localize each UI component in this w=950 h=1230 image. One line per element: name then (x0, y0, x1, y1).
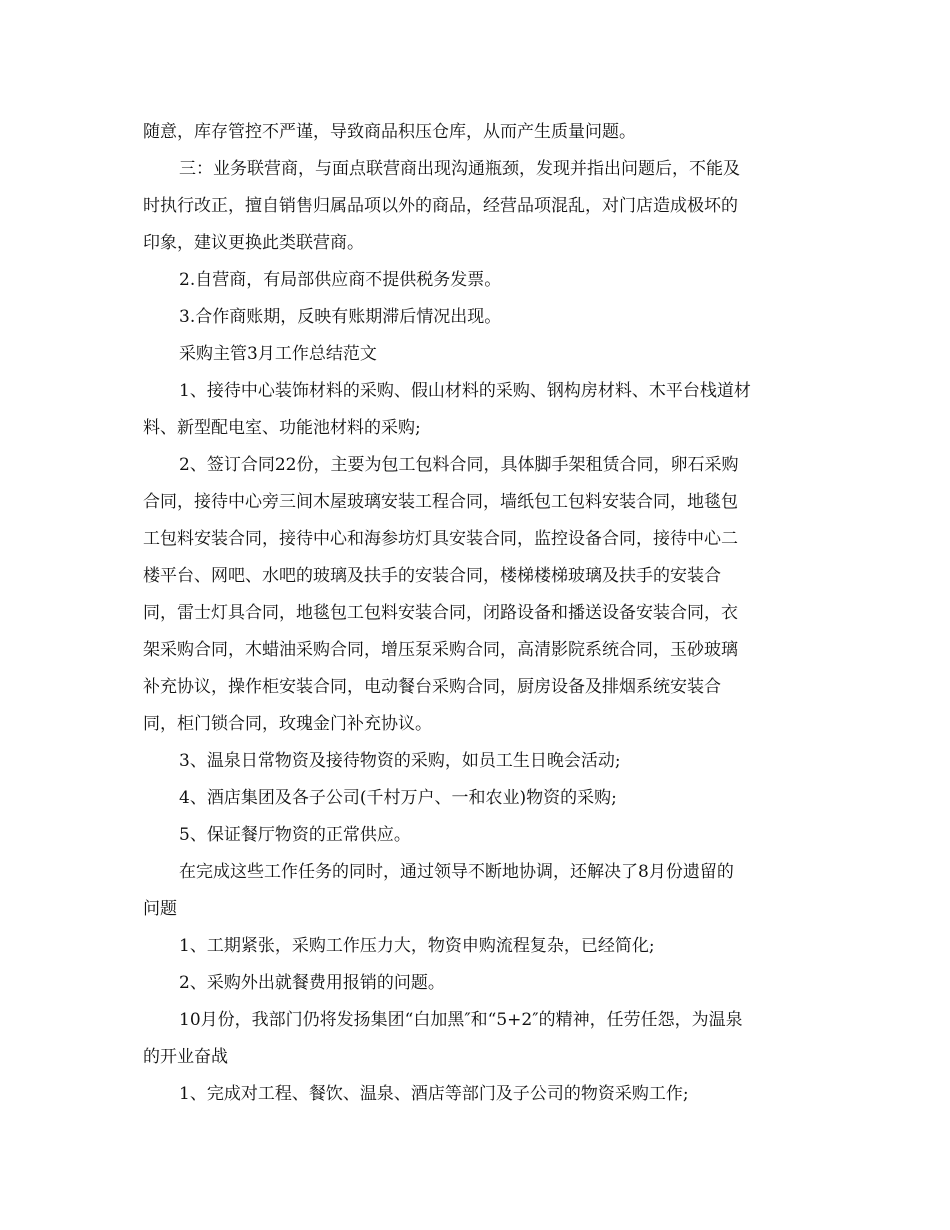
text-line-15: 架采购合同，木蜡油采购合同，增压泵采购合同，高清影院系统合同，玉砂玻璃 (143, 640, 738, 660)
text-line-2: 三：业务联营商，与面点联营商出现沟通瓶颈，发现并指出问题后，不能及 (179, 159, 740, 179)
text-line-12: 工包料安装合同，接待中心和海参坊灯具安装合同，监控设备合同，接待中心二 (143, 529, 738, 549)
text-line-20: 5、保证餐厅物资的正常供应。 (179, 825, 411, 845)
text-line-23: 1、工期紧张，采购工作压力大，物资申购流程复杂，已经简化; (179, 936, 655, 956)
text-line-27: 1、完成对工程、餐饮、温泉、酒店等部门及子公司的物资采购工作; (179, 1084, 689, 1104)
text-line-6: 3.合作商账期，反映有账期滞后情况出现。 (179, 307, 502, 327)
text-line-4: 印象，建议更换此类联营商。 (143, 233, 364, 253)
text-line-14: 同，雷士灯具合同，地毯包工包料安装合同，闭路设备和播送设备安装合同，衣 (143, 603, 738, 623)
text-line-19: 4、酒店集团及各子公司(千村万户、一和农业)物资的采购; (179, 788, 617, 808)
text-line-16: 补充协议，操作柜安装合同，电动餐台采购合同，厨房设备及排烟系统安装合 (143, 677, 721, 697)
text-line-3: 时执行改正，擅自销售归属品项以外的商品，经营品项混乱，对门店造成极坏的 (143, 196, 738, 216)
text-line-10: 2、签订合同22份，主要为包工包料合同，具体脚手架租赁合同，卵石采购 (179, 455, 739, 475)
text-line-5: 2.自营商，有局部供应商不提供税务发票。 (179, 270, 502, 290)
text-line-8: 1、接待中心装饰材料的采购、假山材料的采购、钢构房材料、木平台栈道材 (179, 381, 751, 401)
text-line-11: 合同，接待中心旁三间木屋玻璃安装工程合同，墙纸包工包料安装合同，地毯包 (143, 492, 738, 512)
text-line-17: 同，柜门锁合同，玫瑰金门补充协议。 (143, 714, 432, 734)
document-body (143, 114, 813, 1113)
text-line-9: 料、新型配电室、功能池材料的采购; (143, 418, 421, 438)
text-line-21: 在完成这些工作任务的同时，通过领导不断地协调，还解决了8月份遗留的 (179, 862, 734, 882)
text-line-25: 10月份，我部门仍将发扬集团“白加黑″和“5+2″的精神，任劳任怨，为温泉 (179, 1010, 743, 1030)
text-line-18: 3、温泉日常物资及接待物资的采购，如员工生日晚会活动; (179, 751, 621, 771)
text-line-26: 的开业奋战 (143, 1047, 228, 1067)
section-heading: 采购主管3月工作总结范文 (179, 344, 377, 364)
text-line-22: 问题 (143, 899, 177, 919)
text-line-13: 楼平台、网吧、水吧的玻璃及扶手的安装合同，楼梯楼梯玻璃及扶手的安装合 (143, 566, 721, 586)
text-line-1: 随意，库存管控不严谨，导致商品积压仓库，从而产生质量问题。 (143, 122, 636, 142)
text-line-24: 2、采购外出就餐费用报销的问题。 (179, 973, 445, 993)
